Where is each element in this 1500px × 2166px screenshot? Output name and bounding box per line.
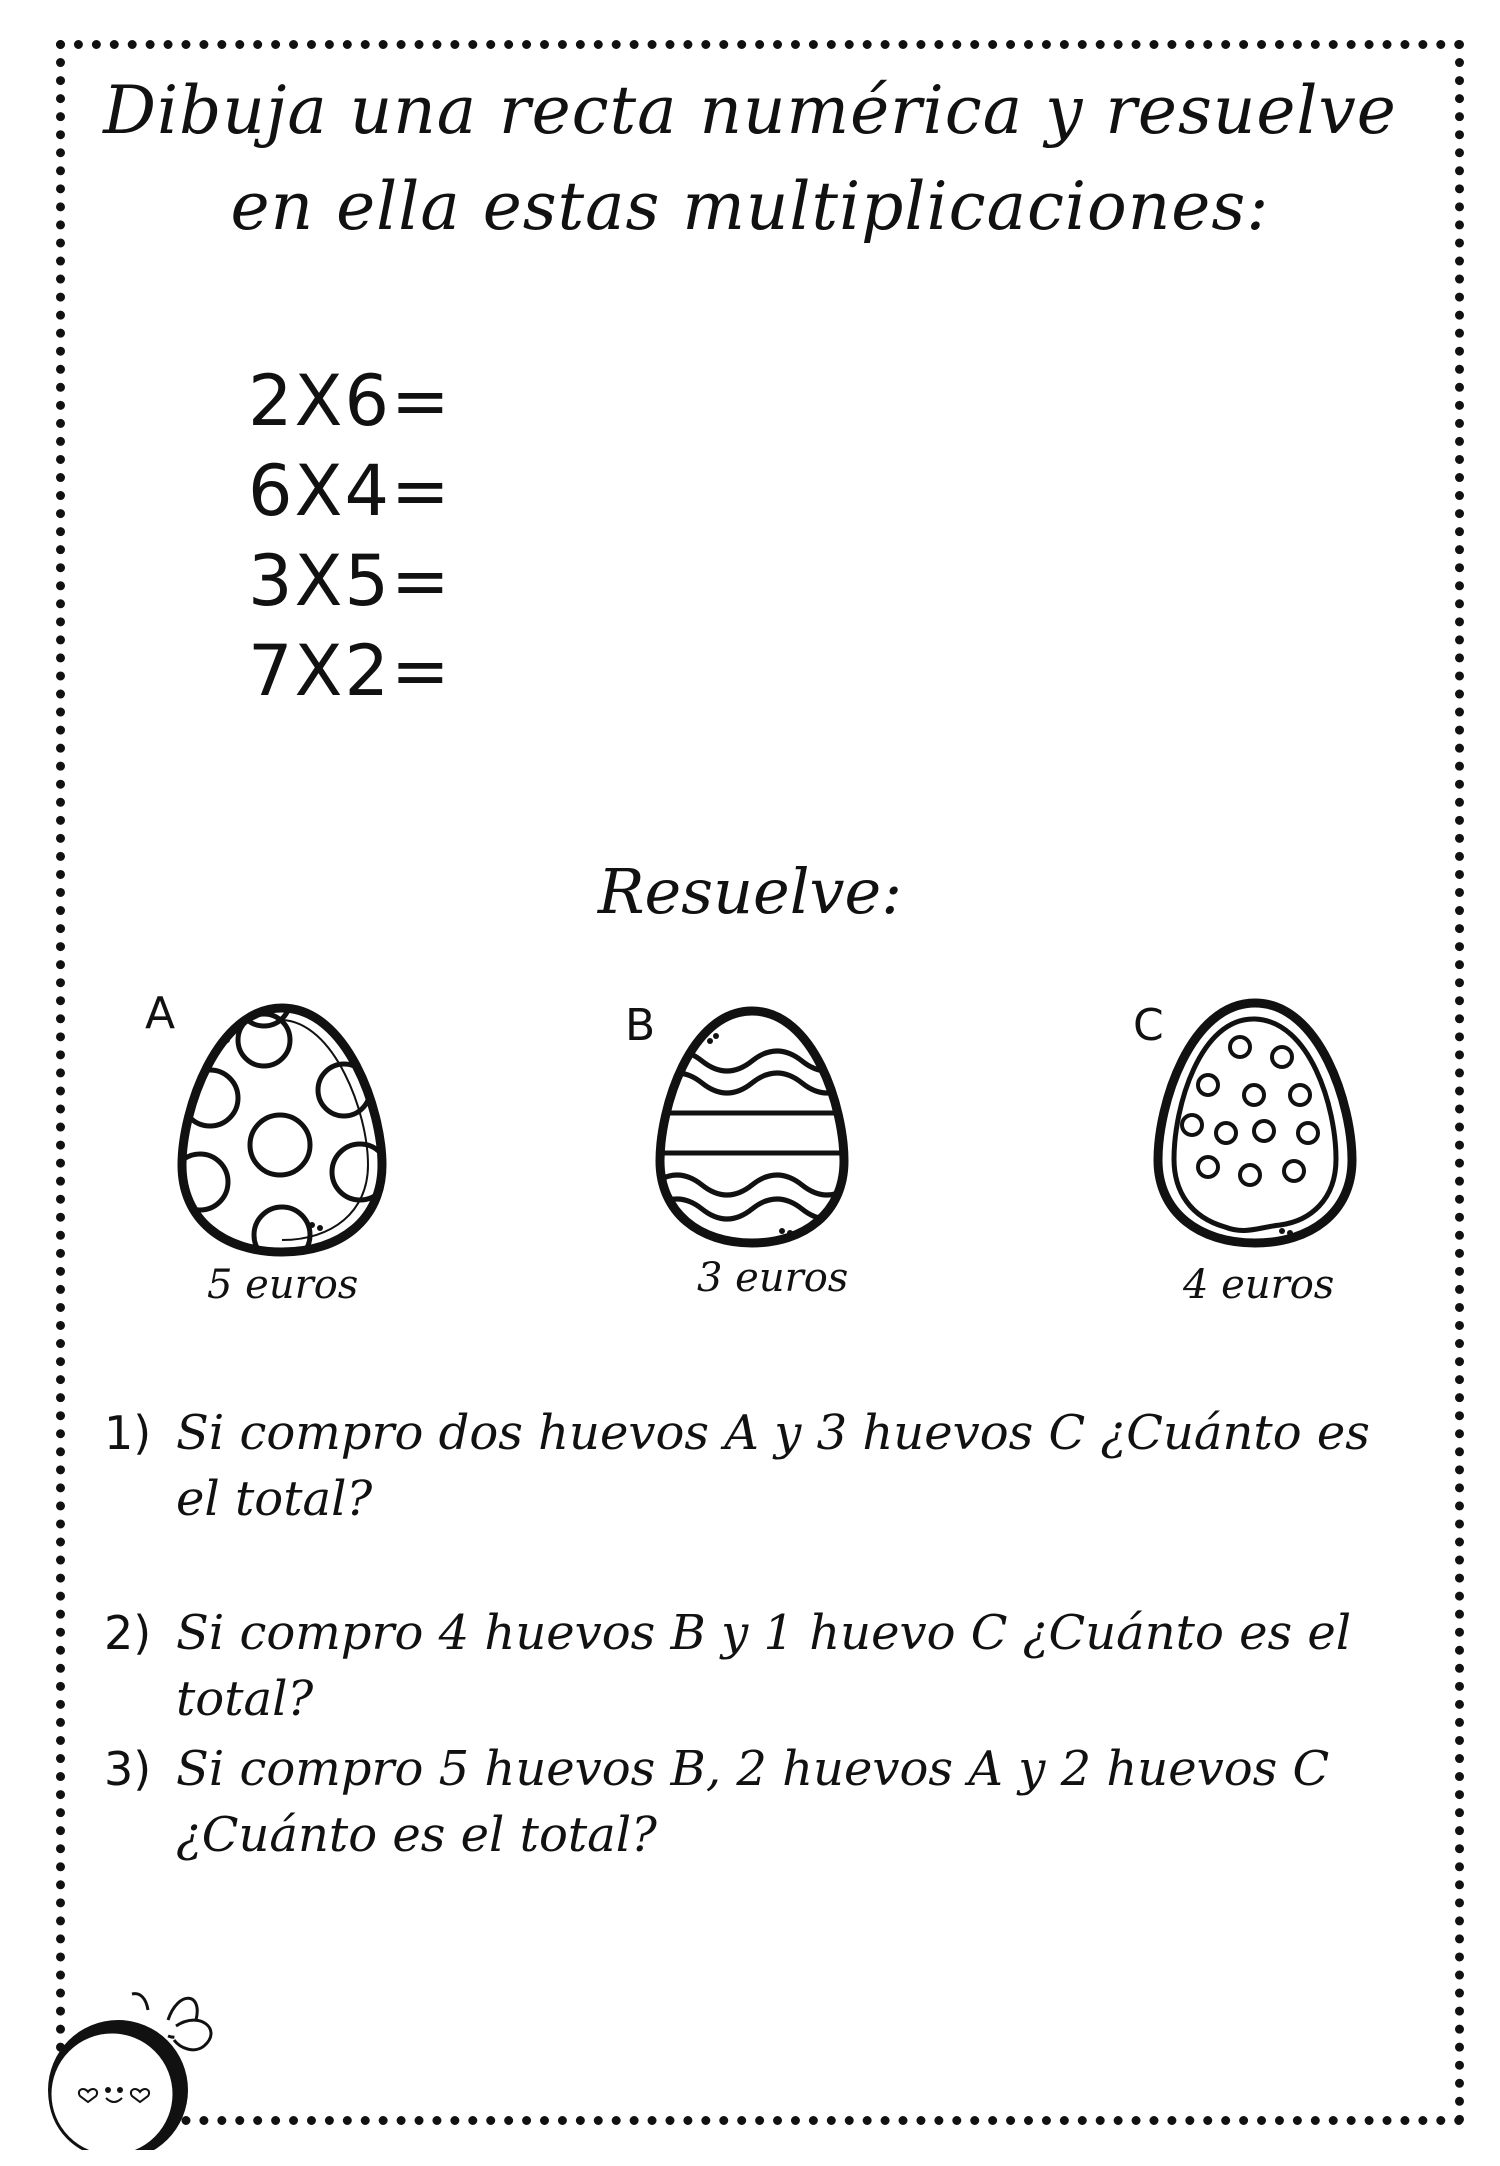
egg-a-price: 5 euros	[207, 1262, 359, 1308]
title-line-2: en ella estas multiplicaciones:	[230, 168, 1270, 245]
egg-c-letter: C	[1133, 1000, 1164, 1051]
multiplication-4: 7X2=	[248, 630, 452, 712]
question-3-number: 3)	[104, 1742, 152, 1796]
question-2-text: Si compro 4 huevos B y 1 huevo C ¿Cuánto es el total?	[176, 1605, 1352, 1727]
question-2-number: 2)	[104, 1606, 152, 1660]
egg-a-letter: A	[145, 988, 176, 1039]
title-line-1: Dibuja una recta numérica y resuelve	[103, 72, 1397, 149]
question-1-text: Si compro dos huevos A y 3 huevos C ¿Cuánto es el total?	[176, 1405, 1370, 1527]
multiplication-3: 3X5=	[248, 540, 452, 622]
question-3	[104, 1736, 1424, 1868]
egg-c-price: 4 euros	[1183, 1262, 1335, 1308]
multiplication-2: 6X4=	[248, 450, 452, 532]
section-title: Resuelve:	[597, 855, 903, 928]
big-circles-egg-icon	[172, 1000, 392, 1260]
question-1-number: 1)	[104, 1406, 152, 1460]
multiplication-1: 2X6=	[248, 360, 452, 442]
egg-b-price: 3 euros	[697, 1255, 849, 1301]
wavy-stripes-egg-icon	[652, 1003, 852, 1251]
question-1	[104, 1400, 1424, 1532]
bee-icon	[28, 1980, 228, 2150]
question-2	[104, 1600, 1424, 1732]
egg-b-letter: B	[625, 1000, 656, 1051]
small-dots-egg-icon	[1150, 995, 1360, 1251]
question-3-text: Si compro 5 huevos B, 2 huevos A y 2 huevos C ¿Cuánto es el total?	[176, 1741, 1330, 1863]
